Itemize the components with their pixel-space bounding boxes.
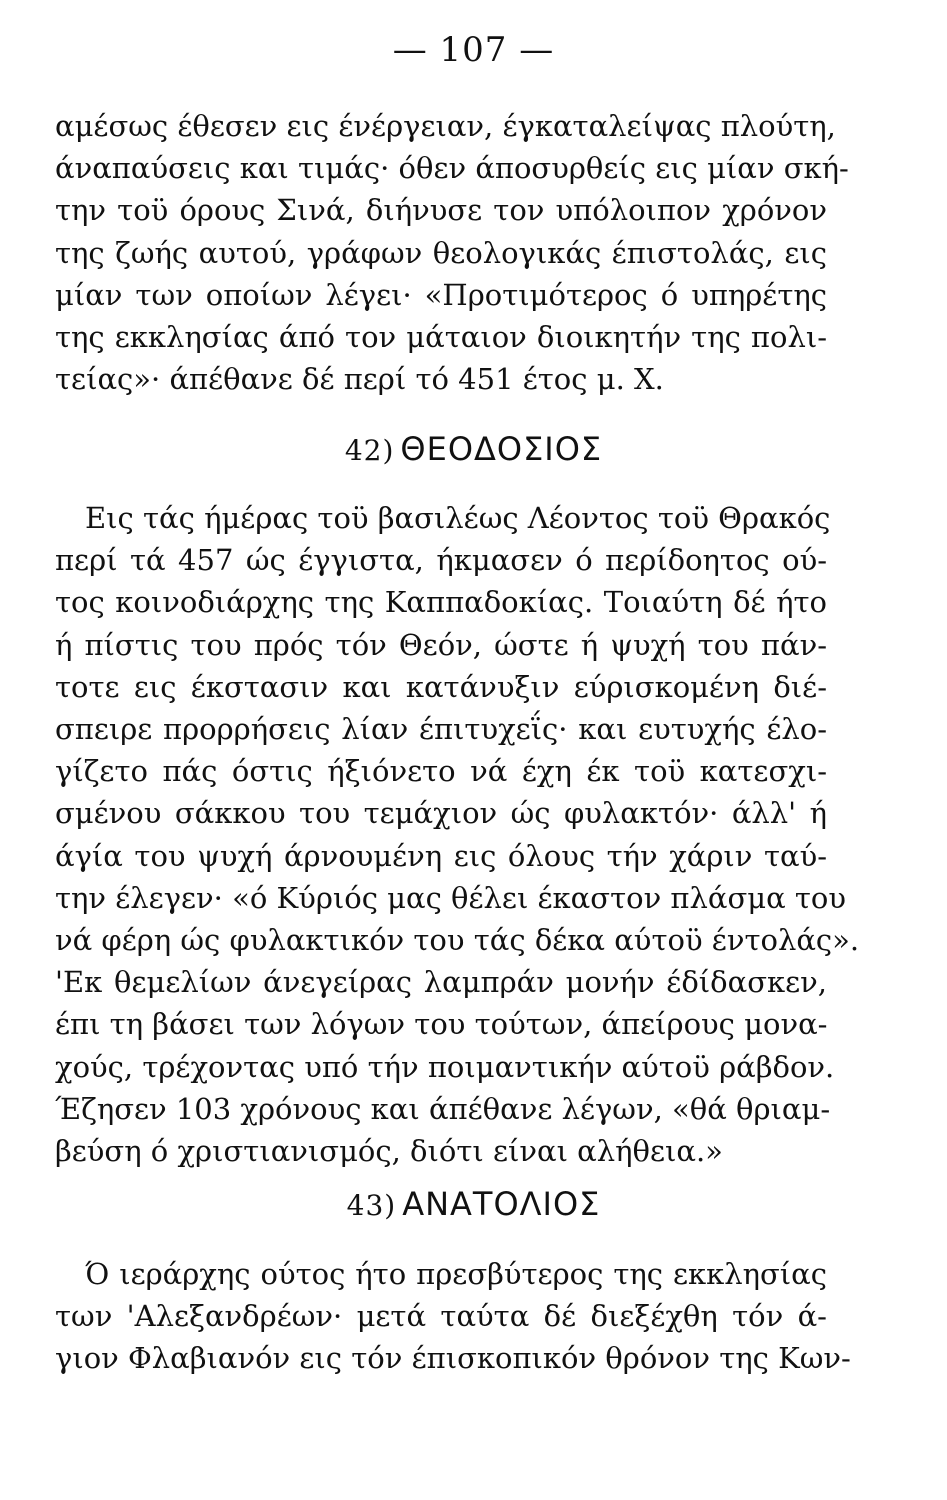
text-line: σμένου σάκκου του τεμάχιον ώς φυλακτόν· άλλ' ή xyxy=(55,796,827,831)
text-line: ή πίστις του πρός τόν Θεόν, ώστε ή ψυχή του πάν- xyxy=(55,627,827,662)
section-heading-42 xyxy=(0,430,947,468)
text-line: Ό ιεράρχης ούτος ήτο πρεσβύτερος της εκκλησίας xyxy=(85,1257,827,1291)
text-line: τείας»· άπέθανε δέ περί τό 451 έτος μ. Χ. xyxy=(55,362,664,397)
text-line: Έζησεν 103 χρόνους και άπέθανε λέγων, «θά θριαμ- xyxy=(55,1091,831,1126)
text-line: άγία του ψυχή άρνουμένη εις όλους τήν χάριν ταύ- xyxy=(55,838,827,873)
text-line: την τοϋ όρους Σινά, διήνυσε τον υπόλοιπον χρόνον xyxy=(55,193,827,228)
section-number: 42) xyxy=(344,434,395,467)
paragraph-2 xyxy=(55,497,860,1172)
text-line: άναπαύσεις και τιμάς· όθεν άποσυρθείς εις μίαν σκή- xyxy=(55,151,849,186)
text-line: Εις τάς ήμέρας τοϋ βασιλέως Λέοντος τοϋ Θρακός xyxy=(85,501,831,535)
text-line: περί τά 457 ώς έγγιστα, ήκμασεν ό περίδοητος ού- xyxy=(55,543,827,578)
text-line: έπι τη βάσει των λόγων του τούτων, άπείρους μονα- xyxy=(55,1007,828,1042)
text-line: της εκκλησίας άπό τον μάταιον διοικητήν της πολι- xyxy=(55,320,827,355)
text-line: σπειρε προρρήσεις λίαν έπιτυχεΐς· και ευτυχής έλο- xyxy=(55,712,827,747)
text-line: γίζετο πάς όστις ήξιόνετο νά έχη έκ τοϋ κατεσχι- xyxy=(55,754,827,789)
text-line: βεύση ό χριστιανισμός, διότι είναι αλήθεια.» xyxy=(55,1134,723,1169)
text-line: γιον Φλαβιανόν εις τόν έπισκοπικόν θρόνον της Κων- xyxy=(55,1341,851,1376)
section-title: ΘΕΟΔΟΣΙΟΣ xyxy=(400,430,603,468)
text-line: αμέσως έθεσεν εις ένέργειαν, έγκαταλείψας πλούτη, xyxy=(55,109,836,143)
text-line: νά φέρη ώς φυλακτικόν του τάς δέκα αύτοϋ έντολάς». xyxy=(55,923,860,958)
page-number: — 107 — xyxy=(392,30,555,70)
section-title: ΑΝΑΤΟΛΙΟΣ xyxy=(402,1185,601,1223)
paragraph-3 xyxy=(55,1253,851,1380)
text-line: μίαν των οποίων λέγει· «Προτιμότερος ό υπηρέτης xyxy=(55,277,827,312)
text-line: της ζωής αυτού, γράφων θεολογικάς έπιστολάς, εις xyxy=(55,235,827,270)
text-line: των 'Αλεξανδρέων· μετά ταύτα δέ διεξέχθη τόν ά- xyxy=(55,1299,827,1334)
section-heading-43 xyxy=(0,1185,947,1223)
section-number: 43) xyxy=(346,1189,397,1222)
text-line: χούς, τρέχοντας υπό τήν ποιμαντικήν αύτοϋ ράβδον. xyxy=(55,1049,835,1084)
text-line: τοτε εις έκστασιν και κατάνυξιν εύρισκομένη διέ- xyxy=(55,669,827,704)
paragraph-1 xyxy=(55,105,849,400)
text-line: 'Εκ θεμελίων άνεγείρας λαμπράν μονήν έδίδασκεν, xyxy=(55,965,827,1000)
text-line: την έλεγεν· «ό Κύριός μας θέλει έκαστον πλάσμα του xyxy=(55,880,847,915)
text-line: τος κοινοδιάρχης της Καππαδοκίας. Τοιαύτη δέ ήτο xyxy=(55,585,827,620)
